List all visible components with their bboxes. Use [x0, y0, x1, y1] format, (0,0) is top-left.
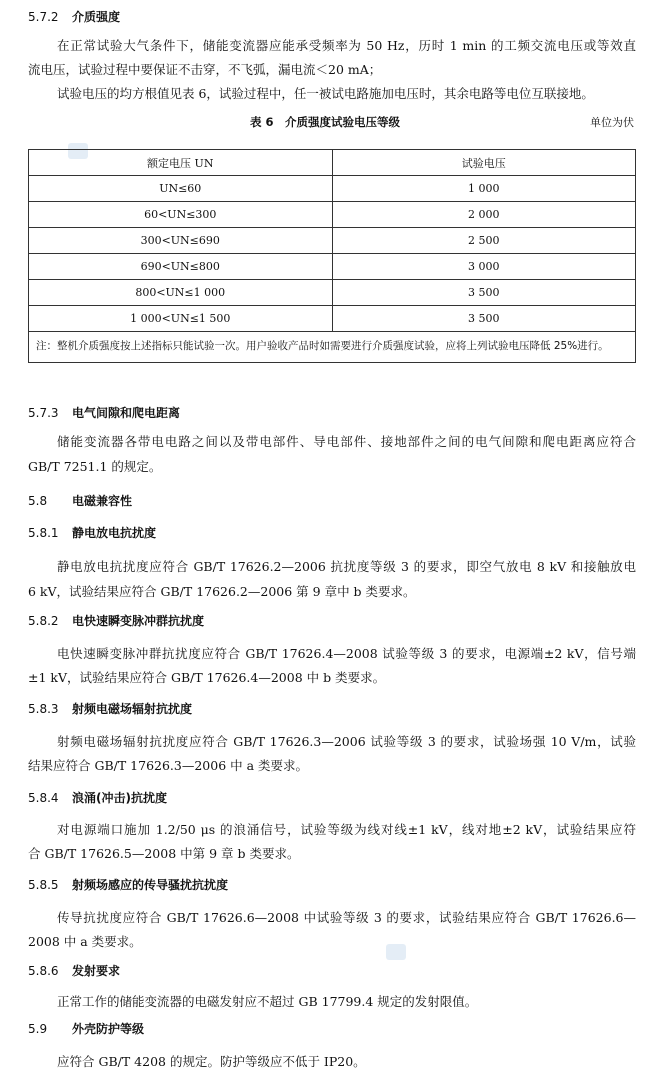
section-number: 5.7.3 [28, 406, 59, 420]
table-row [29, 176, 636, 202]
section-heading [28, 404, 180, 421]
section-heading [28, 700, 192, 717]
paragraph-line: 合 GB/T 17626.5—2008 中第 9 章 b 类要求。 [28, 846, 300, 861]
paragraph-line: 流电压，试验过程中要保证不击穿，不飞弧，漏电流＜20 mA； [28, 62, 382, 77]
section-number: 5.8.2 [28, 614, 59, 628]
section-title: 电快速瞬变脉冲群抗扰度 [72, 614, 205, 628]
section-title: 外壳防护等级 [72, 1022, 145, 1036]
paragraph-line: 应符合 GB/T 4208 的规定。防护等级应不低于 IP20。 [57, 1054, 366, 1069]
paragraph-line: ±1 kV，试验结果应符合 GB/T 17626.4—2008 中 b 类要求。 [28, 670, 386, 685]
table-row [29, 280, 636, 306]
paragraph-line: GB/T 7251.1 的规定。 [28, 459, 162, 474]
rated-voltage-cell: 1 000<UN≤1 500 [29, 306, 333, 332]
header-cell: 额定电压 UN [29, 150, 333, 176]
section-title: 电磁兼容性 [72, 494, 133, 508]
paragraph-line: 6 kV，试验结果应符合 GB/T 17626.2—2006 第 9 章中 b 类要求。 [28, 584, 416, 599]
table-row [29, 254, 636, 280]
table-row [29, 202, 636, 228]
paragraph-line: 对电源端口施加 1.2/50 μs 的浪涌信号，试验等级为线对线±1 kV，线对地±2 kV，试验结果应符 [57, 822, 636, 837]
rated-voltage-cell: 690<UN≤800 [29, 254, 333, 280]
table-unit: 单位为伏 [590, 116, 634, 129]
section-heading [28, 612, 204, 629]
paragraph-line: 2008 中 a 类要求。 [28, 934, 142, 949]
table-note: 注：整机介质强度按上述指标只能试验一次。用户验收产品时如需要进行介质强度试验，应将上列试验电压降低 25%进行。 [29, 332, 636, 363]
table-title: 表 6 介质强度试验电压等级 [249, 115, 400, 129]
paragraph-line: 传导抗扰度应符合 GB/T 17626.6—2008 中试验等级 3 的要求，试验结果应符合 GB/T 17626.6— [57, 910, 636, 925]
paragraph-line: 结果应符合 GB/T 17626.3—2006 中 a 类要求。 [28, 758, 309, 773]
rated-voltage-cell: 800<UN≤1 000 [29, 280, 333, 306]
test-voltage-cell: 3 000 [332, 254, 636, 280]
test-voltage-cell: 3 500 [332, 306, 636, 332]
table-row [29, 228, 636, 254]
paragraph-line: 试验电压的均方根值见表 6，试验过程中，任一被试电路施加电压时，其余电路等电位互联接地。 [57, 86, 594, 101]
section-title: 介质强度 [72, 10, 121, 24]
section-number: 5.8.4 [28, 791, 59, 805]
section-title: 射频场感应的传导骚扰抗扰度 [72, 878, 229, 892]
section-number: 5.8.5 [28, 878, 59, 892]
paragraph-line: 电快速瞬变脉冲群抗扰度应符合 GB/T 17626.4—2008 试验等级 3 的要求，电源端±2 kV，信号端 [57, 646, 636, 661]
table-header-row [29, 150, 636, 176]
table-row [29, 306, 636, 332]
section-heading [28, 876, 228, 893]
section-number: 5.9 [28, 1022, 48, 1036]
section-title: 发射要求 [72, 964, 121, 978]
test-voltage-cell: 2 500 [332, 228, 636, 254]
paragraph-line: 在正常试验大气条件下，储能变流器应能承受频率为 50 Hz，历时 1 min 的工频交流电压或等效直 [57, 38, 636, 53]
section-title: 浪涌(冲击)抗扰度 [72, 791, 167, 805]
test-voltage-cell: 3 500 [332, 280, 636, 306]
section-heading [28, 789, 167, 806]
section-heading [28, 8, 120, 25]
header-cell: 试验电压 [332, 150, 636, 176]
paragraph-line: 射频电磁场辐射抗扰度应符合 GB/T 17626.3—2006 试验等级 3 的要求，试验场强 10 V/m，试验 [57, 734, 636, 749]
section-number: 5.8 [28, 494, 48, 508]
test-voltage-cell: 2 000 [332, 202, 636, 228]
section-title: 射频电磁场辐射抗扰度 [72, 702, 193, 716]
paragraph-line: 静电放电抗扰度应符合 GB/T 17626.2—2006 抗扰度等级 3 的要求，即空气放电 8 kV 和接触放电 [57, 559, 636, 574]
section-number: 5.8.1 [28, 526, 59, 540]
section-number: 5.8.3 [28, 702, 59, 716]
section-heading [28, 524, 156, 541]
table-note-row [29, 332, 636, 363]
section-heading [28, 962, 120, 979]
section-title: 静电放电抗扰度 [72, 526, 157, 540]
section-heading [28, 1020, 144, 1037]
rated-voltage-cell: 60<UN≤300 [29, 202, 333, 228]
test-voltage-cell: 1 000 [332, 176, 636, 202]
section-heading [28, 492, 132, 509]
section-number: 5.8.6 [28, 964, 59, 978]
paragraph-line: 储能变流器各带电电路之间以及带电部件、导电部件、接地部件之间的电气间隙和爬电距离应符合 [57, 434, 636, 449]
rated-voltage-cell: UN≤60 [29, 176, 333, 202]
paragraph-line: 正常工作的储能变流器的电磁发射应不超过 GB 17799.4 规定的发射限值。 [57, 994, 478, 1009]
voltage-table [28, 149, 636, 363]
rated-voltage-cell: 300<UN≤690 [29, 228, 333, 254]
section-number: 5.7.2 [28, 10, 59, 24]
section-title: 电气间隙和爬电距离 [72, 406, 181, 420]
